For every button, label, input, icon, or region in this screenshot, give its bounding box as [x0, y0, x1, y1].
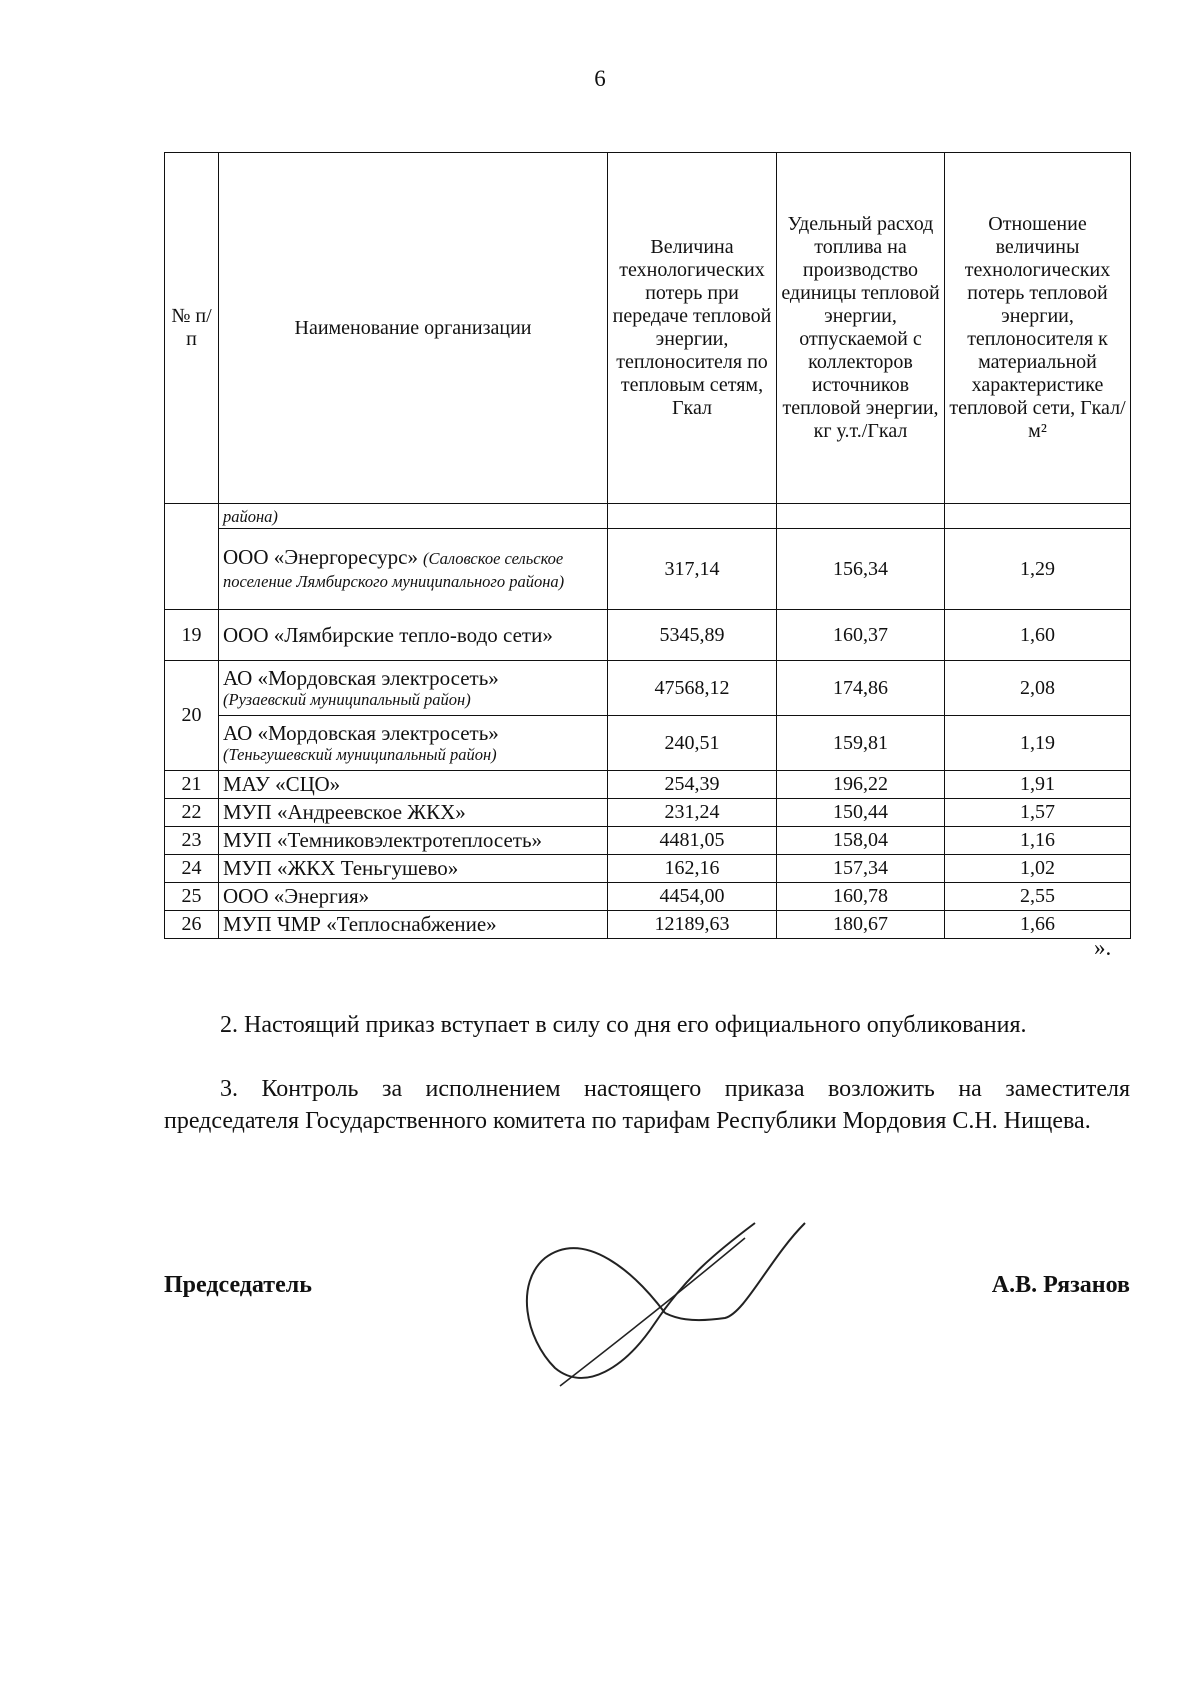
- row-losses: 240,51: [608, 716, 777, 771]
- row-name: МУП «ЖКХ Теньгушево»: [219, 855, 608, 883]
- row-fuel: 158,04: [777, 827, 945, 855]
- row-fuel: 160,37: [777, 610, 945, 661]
- table-row: [165, 529, 1131, 610]
- header-ratio: Отношение величины технологических потерь тепловой энергии, теплоносителя к материальной характеристике тепловой сети, Гкал/м²: [945, 153, 1131, 504]
- row-ratio: 1,91: [945, 771, 1131, 799]
- row-name: [219, 661, 608, 716]
- row-losses: 4454,00: [608, 883, 777, 911]
- table-row: [165, 911, 1131, 939]
- row-name: МУП «Темниковэлектротеплосеть»: [219, 827, 608, 855]
- row-fuel: 160,78: [777, 883, 945, 911]
- table-row: [165, 504, 1131, 529]
- row-fuel: 150,44: [777, 799, 945, 827]
- row-fuel: 180,67: [777, 911, 945, 939]
- paragraph-2: 2. Настоящий приказ вступает в силу со дня его официального опубликования.: [220, 1012, 1027, 1038]
- row-losses: 47568,12: [608, 661, 777, 716]
- row-losses: 231,24: [608, 799, 777, 827]
- row-num: 21: [165, 771, 219, 799]
- row-note: (Теньгушевский муниципальный район): [223, 745, 497, 765]
- table-row: [165, 771, 1131, 799]
- table-row: [165, 610, 1131, 661]
- row-org: ООО «Энергоресурс»: [223, 545, 418, 569]
- table-row: [165, 855, 1131, 883]
- table-row: [165, 716, 1131, 771]
- row-fuel: 196,22: [777, 771, 945, 799]
- row-num: 24: [165, 855, 219, 883]
- row-ratio: 1,60: [945, 610, 1131, 661]
- row-name: ООО «Лямбирские тепло-водо сети»: [219, 610, 608, 661]
- row-org: АО «Мордовская электросеть»: [223, 721, 499, 746]
- handwritten-signature: [515, 1218, 815, 1388]
- signatory-name: А.В. Рязанов: [991, 1272, 1130, 1298]
- row-losses: 162,16: [608, 855, 777, 883]
- row-losses: 12189,63: [608, 911, 777, 939]
- row-num: 19: [165, 610, 219, 661]
- row-name: [219, 716, 608, 771]
- row-name: [219, 504, 608, 529]
- header-name: Наименование организации: [219, 153, 608, 504]
- page-number: 6: [594, 66, 606, 91]
- table-row: [165, 883, 1131, 911]
- row-name: МУП ЧМР «Теплоснабжение»: [219, 911, 608, 939]
- row-ratio: [945, 504, 1131, 529]
- row-num: 25: [165, 883, 219, 911]
- table-row: [165, 661, 1131, 716]
- row-name: ООО «Энергия»: [219, 883, 608, 911]
- row-fuel: [777, 504, 945, 529]
- table-row: [165, 827, 1131, 855]
- row-losses: 5345,89: [608, 610, 777, 661]
- row-ratio: 1,02: [945, 855, 1131, 883]
- row-ratio: 2,55: [945, 883, 1131, 911]
- row-name: [219, 529, 608, 610]
- row-ratio: 1,29: [945, 529, 1131, 610]
- row-note: (Саловское сельское поселение Лямбирского муниципального района): [223, 549, 565, 591]
- row-losses: 4481,05: [608, 827, 777, 855]
- row-fuel: 157,34: [777, 855, 945, 883]
- row-num: 26: [165, 911, 219, 939]
- row-fuel: 156,34: [777, 529, 945, 610]
- row-name: МАУ «СЦО»: [219, 771, 608, 799]
- signatory-title: Председатель: [164, 1272, 312, 1298]
- row-note: (Рузаевский муниципальный район): [223, 690, 471, 710]
- row-num: 20: [165, 661, 219, 771]
- header-fuel: Удельный расход топлива на производство единицы тепловой энергии, отпускаемой с коллекторов источников тепловой энергии, кг у.т./Гкал: [777, 153, 945, 504]
- row-losses: [608, 504, 777, 529]
- row-ratio: 1,19: [945, 716, 1131, 771]
- row-num: 22: [165, 799, 219, 827]
- row-losses: 317,14: [608, 529, 777, 610]
- closing-quote: ».: [1094, 935, 1112, 960]
- row-ratio: 1,16: [945, 827, 1131, 855]
- row-fuel: 174,86: [777, 661, 945, 716]
- row-losses: 254,39: [608, 771, 777, 799]
- row-name: МУП «Андреевское ЖКХ»: [219, 799, 608, 827]
- header-losses: Величина технологических потерь при передаче тепловой энергии, теплоносителя по тепловым сетям, Гкал: [608, 153, 777, 504]
- paragraph-3: 3. Контроль за исполнением настоящего приказа возложить на заместителя председателя Государственного комитета по тарифам Республики Мордовия С.Н. Нищева.: [164, 1076, 1130, 1134]
- row-org: АО «Мордовская электросеть»: [223, 666, 499, 691]
- row-ratio: 2,08: [945, 661, 1131, 716]
- row-fuel: 159,81: [777, 716, 945, 771]
- row-num: [165, 504, 219, 610]
- header-num: № п/п: [165, 153, 219, 504]
- row-num: 23: [165, 827, 219, 855]
- row-note: района): [223, 506, 278, 526]
- table-row: [165, 799, 1131, 827]
- row-ratio: 1,57: [945, 799, 1131, 827]
- row-ratio: 1,66: [945, 911, 1131, 939]
- losses-table: [164, 152, 1131, 939]
